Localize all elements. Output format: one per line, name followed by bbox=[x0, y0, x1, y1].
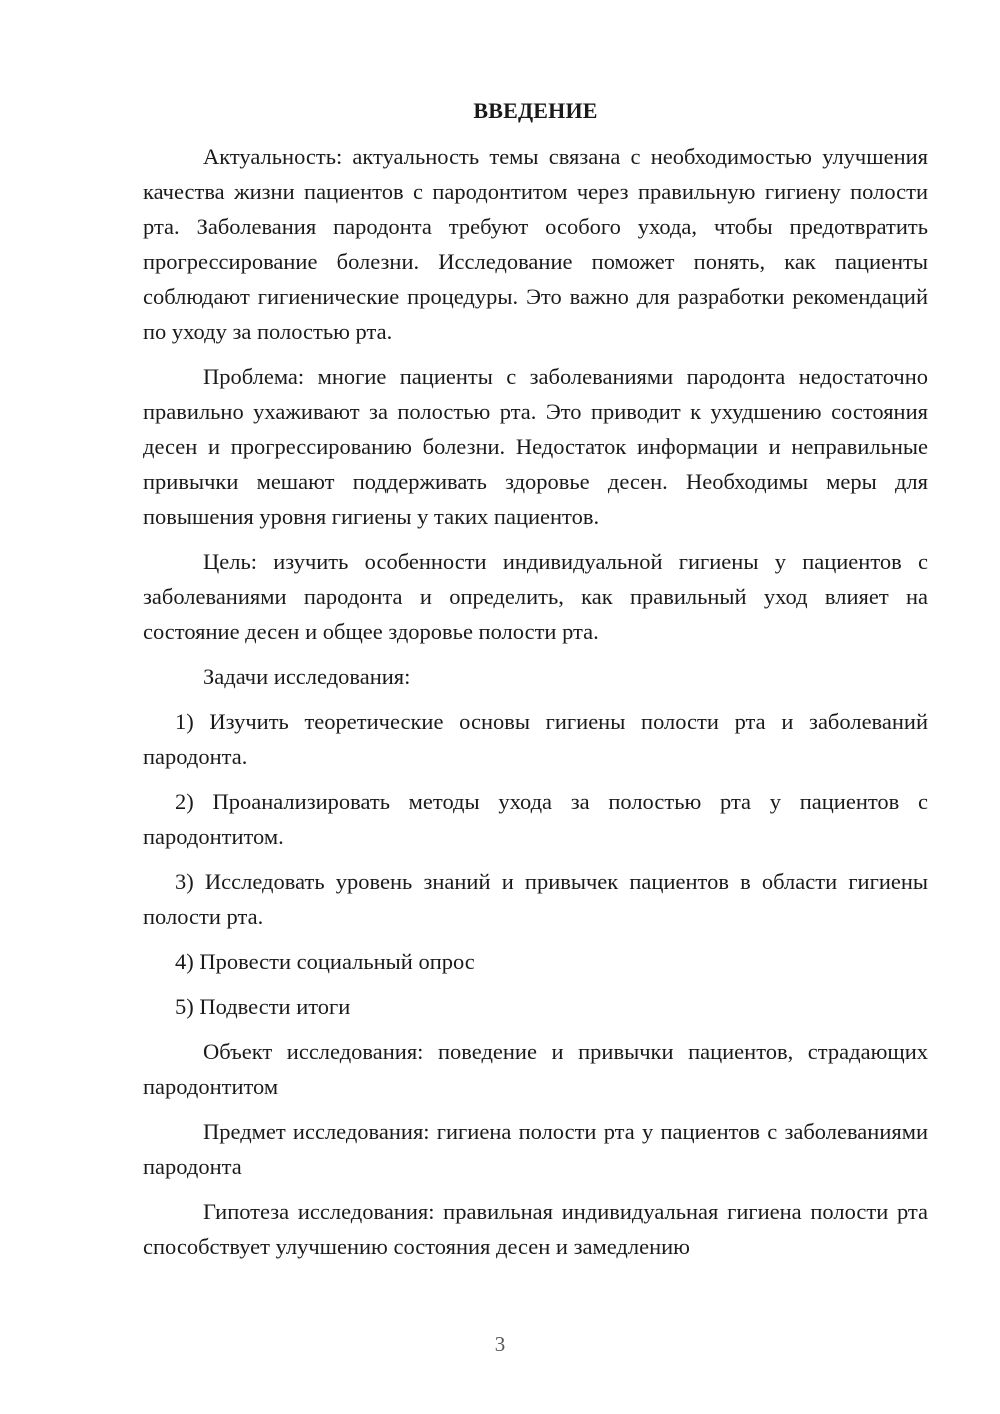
task-item-5: 5) Подвести итоги bbox=[175, 994, 351, 1019]
problem-paragraph: Проблема: многие пациенты с заболеваниями пародонта недостаточно правильно ухаживают за полостью рта. Это приводит к ухудшению состояния десен и прогрессированию болезни. Недостаток информации и неправильные привычки мешают поддерживать здоровье десен. Необходимы меры для повышения уровня гигиены у таких пациентов. bbox=[143, 364, 928, 529]
hypothesis-paragraph: Гипотеза исследования: правильная индивидуальная гигиена полости рта способствует улучшению состояния десен и замедлению bbox=[143, 1199, 928, 1259]
goal-paragraph: Цель: изучить особенности индивидуальной гигиены у пациентов с заболеваниями пародонта и определить, как правильный уход влияет на состояние десен и общее здоровье полости рта. bbox=[143, 549, 928, 644]
task-item-3: 3) Исследовать уровень знаний и привычек пациентов в области гигиены полости рта. bbox=[143, 869, 928, 929]
task-item-1: 1) Изучить теоретические основы гигиены полости рта и заболеваний пародонта. bbox=[143, 709, 928, 769]
section-heading: ВВЕДЕНИЕ bbox=[473, 98, 598, 123]
subject-paragraph: Предмет исследования: гигиена полости рта у пациентов с заболеваниями пародонта bbox=[143, 1119, 928, 1179]
task-item-4: 4) Провести социальный опрос bbox=[175, 949, 475, 974]
relevance-paragraph: Актуальность: актуальность темы связана с необходимостью улучшения качества жизни пациентов с пародонтитом через правильную гигиену полости рта. Заболевания пародонта требуют особого ухода, чтобы предотвратить прогрессирование болезни. Исследование поможет понять, как пациенты соблюдают гигиенические процедуры. Это важно для разработки рекомендаций по уходу за полостью рта. bbox=[143, 144, 928, 344]
page-number: 3 bbox=[494, 1332, 506, 1356]
object-paragraph: Объект исследования: поведение и привычки пациентов, страдающих пародонтитом bbox=[143, 1039, 928, 1099]
page-body bbox=[143, 93, 928, 1274]
tasks-heading: Задачи исследования: bbox=[203, 664, 411, 689]
task-item-2: 2) Проанализировать методы ухода за полостью рта у пациентов с пародонтитом. bbox=[143, 789, 928, 849]
